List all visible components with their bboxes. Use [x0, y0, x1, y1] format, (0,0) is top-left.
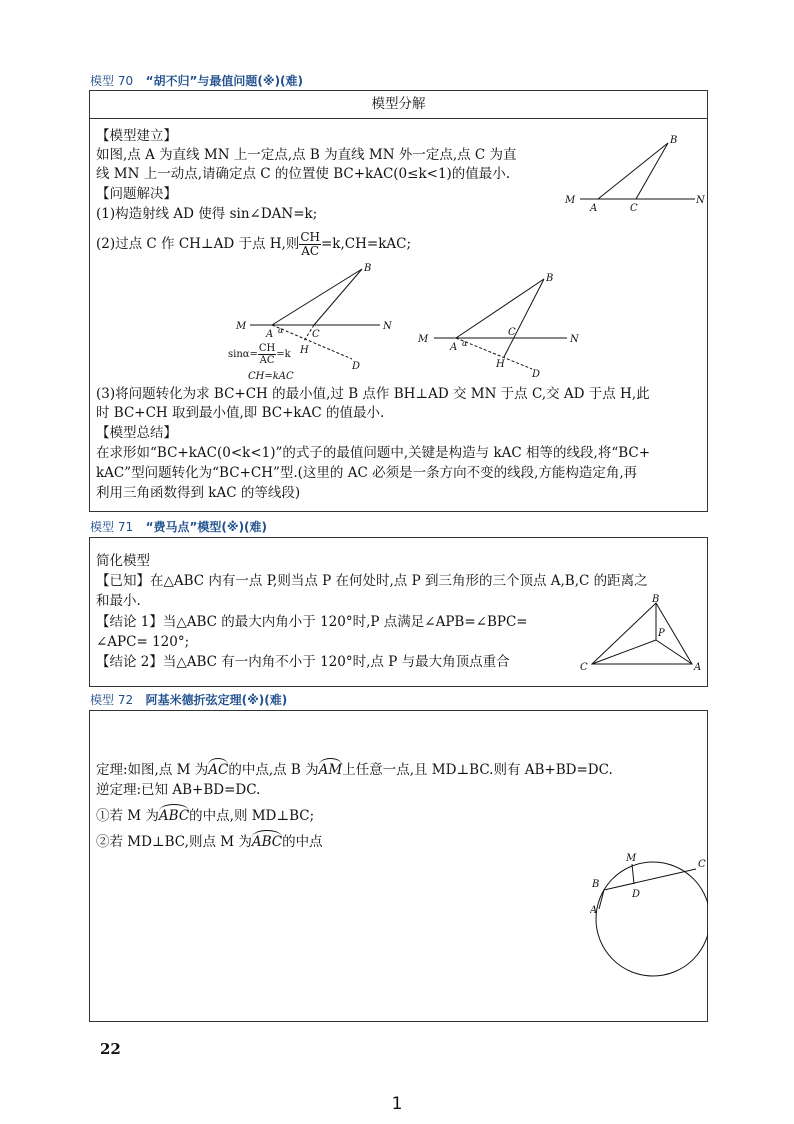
label-c: C [630, 203, 638, 211]
label-alpha: α [278, 326, 284, 335]
seg-md [632, 864, 634, 884]
label-m: M [418, 334, 429, 345]
label-a: A [450, 342, 458, 353]
label-c: C [580, 662, 588, 673]
label-a: A [266, 329, 274, 340]
m70-frac-den: AC [301, 244, 320, 258]
m70-line-6b: =k,CH=kAC; [321, 236, 412, 252]
label-a: A [590, 905, 598, 916]
label-h: H [300, 345, 309, 356]
triangle-abc [592, 603, 692, 664]
m70-line-7: (3)将问题转化为求 BC+CH 的最小值,过 B 点作 BH⊥AD 交 MN 于点 C,交 AD 于点 H,此 [96, 386, 650, 402]
label-b: B [670, 135, 678, 146]
model-70-heading [90, 72, 303, 89]
m72-l4a: ②若 MD⊥BC,则点 M 为 [96, 834, 252, 850]
m70-sin-note [228, 343, 291, 366]
label-b: B [546, 273, 554, 284]
m70-line-1: 【模型建立】 [96, 128, 177, 144]
model-72-heading [90, 691, 287, 708]
line-ab [598, 143, 668, 199]
m72-l1b: 的中点,点 B 为 [228, 762, 319, 778]
label-n: N [570, 334, 579, 345]
model-71-title: “费马点”模型(※)(难) [145, 520, 268, 534]
model-72-number: 模型 72 [90, 693, 134, 707]
m72-figure [590, 849, 708, 989]
m72-l3a: ①若 M 为 [96, 808, 159, 824]
m72-l1a: 定理:如图,点 M 为 [96, 762, 209, 778]
m70-line-11: kAC”型问题转化为“BC+CH”型.(这里的 AC 必须是一条方向不变的线段,方能构造定角,再 [96, 465, 638, 481]
label-p: P [658, 628, 665, 639]
label-d: D [352, 361, 361, 372]
m71-line-3: 和最小. [96, 593, 141, 609]
m70-line-8: 时 BC+CH 取到最小值,即 BC+kAC 的值最小. [96, 405, 385, 421]
m71-line-4: 【结论 1】当△ABC 的最大内角小于 120°时,P 点满足∠APB=∠BPC= [96, 614, 528, 630]
m70-ch-kac: CH=kAC [248, 371, 294, 382]
model-72-title: 阿基米德折弦定理(※)(难) [145, 693, 288, 707]
sin-fraction [258, 343, 276, 366]
m71-figure [578, 594, 704, 674]
label-m: M [626, 853, 637, 864]
chord-bc [604, 869, 696, 890]
seg-ap [656, 640, 692, 664]
arc-am: AM [318, 762, 343, 778]
line-ab [456, 279, 544, 338]
m71-line-2: 【已知】在△ABC 内有一点 P,则当点 P 在何处时,点 P 到三角形的三个顶点 A,B,C 的距离之 [96, 573, 648, 589]
sin-frac-den: AC [259, 355, 275, 366]
m70-line-4: 【问题解决】 [96, 186, 177, 202]
label-c: C [508, 327, 516, 338]
m70-line-12: 利用三角函数得到 kAC 的等线段) [96, 485, 301, 501]
m70-line-10: 在求形如“BC+kAC(0<k<1)”的式子的最值问题中,关键是构造与 kAC 相等的线段,将“BC+ [96, 445, 651, 461]
m72-line-4 [96, 833, 323, 852]
m71-line-6: 【结论 2】当△ABC 有一内角不小于 120°时,点 P 与最大角顶点重合 [96, 654, 510, 670]
model-72-box [89, 710, 708, 1022]
label-n: N [696, 195, 705, 206]
m71-line-1: 简化模型 [96, 553, 150, 569]
m70-line-2: 如图,点 A 为直线 MN 上一定点,点 B 为直线 MN 外一定点,点 C 为直 [96, 147, 517, 163]
model-71-number: 模型 71 [90, 520, 134, 534]
m70-figure-1 [560, 133, 705, 211]
arc-ac: AC [208, 762, 229, 778]
label-d: D [632, 889, 641, 900]
label-c: C [698, 859, 706, 870]
label-b: B [652, 594, 660, 605]
m70-line-3: 线 MN 上一动点,请确定点 C 的位置使 BC+kAC(0≤k<1)的值最小. [96, 166, 511, 182]
label-b: B [364, 263, 372, 274]
arc-abc-1: ABC [158, 808, 190, 824]
label-h: H [496, 359, 505, 370]
m70-line-6a: (2)过点 C 作 CH⊥AD 于点 H,则 [96, 236, 300, 252]
m70-line-9: 【模型总结】 [96, 425, 177, 441]
model-70-number: 模型 70 [90, 74, 134, 88]
label-m: M [565, 195, 576, 206]
label-n: N [383, 321, 392, 332]
m72-line-2: 逆定理:已知 AB+BD=DC. [96, 782, 261, 798]
footer-page-index: 1 [391, 1094, 403, 1114]
model-70-caption: 模型分解 [90, 91, 707, 119]
m72-line-1 [96, 761, 613, 780]
model-70-box [89, 90, 708, 512]
m72-l1c: 上任意一点,且 MD⊥BC.则有 AB+BD=DC. [342, 762, 613, 778]
label-b: B [592, 879, 600, 890]
label-m: M [236, 321, 247, 332]
m70-frac-num: CH [300, 230, 320, 244]
label-a: A [590, 203, 598, 211]
model-71-heading [90, 518, 267, 535]
label-d: D [532, 369, 541, 380]
sin-alpha-label: sinα= [228, 349, 258, 360]
label-a: A [694, 662, 702, 673]
m72-l4b: 的中点 [282, 834, 323, 850]
line-bc [636, 143, 668, 199]
sin-frac-num: CH [258, 343, 276, 354]
m71-line-5: ∠APC= 120°; [96, 634, 190, 650]
m72-l3b: 的中点,则 MD⊥BC; [189, 808, 315, 824]
m70-line-6 [96, 231, 411, 258]
seg-cp [592, 640, 656, 664]
m70-figure-3 [412, 271, 582, 381]
line-bc [314, 269, 362, 325]
m70-fraction [299, 231, 321, 258]
m72-line-3 [96, 807, 314, 826]
arc-abc-2: ABC [251, 834, 283, 850]
page-number: 22 [100, 1040, 121, 1058]
model-70-title: “胡不归”与最值问题(※)(难) [145, 74, 304, 88]
label-c: C [312, 329, 320, 340]
line-bh [504, 279, 544, 357]
model-71-box [89, 537, 708, 687]
m70-line-5: (1)构造射线 AD 使得 sin∠DAN=k; [96, 206, 318, 222]
sin-eq-k: =k [276, 349, 291, 360]
line-ab [272, 269, 362, 325]
label-alpha: α [462, 339, 468, 348]
